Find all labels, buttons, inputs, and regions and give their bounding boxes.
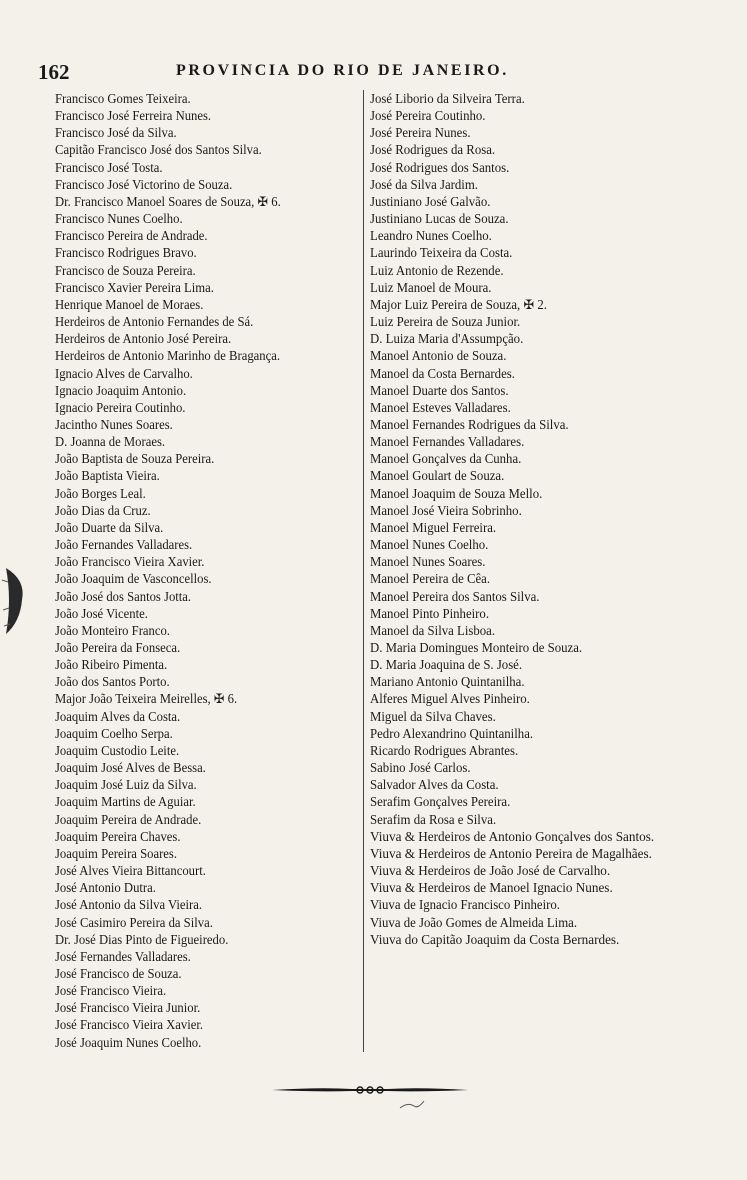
- list-item: Francisco José Tosta.: [55, 159, 163, 175]
- list-item: Viuva de João Gomes de Almeida Lima.: [370, 914, 578, 930]
- list-item: Luiz Manoel de Moura.: [370, 279, 492, 295]
- list-item: Justiniano José Galvão.: [370, 193, 491, 209]
- column-divider: [363, 90, 364, 1052]
- list-item: Manoel Fernandes Valladares.: [370, 434, 525, 450]
- list-item: Ignacio Alves de Carvalho.: [55, 365, 193, 381]
- list-item: Luiz Pereira de Souza Junior.: [370, 314, 521, 330]
- list-item: José Pereira Nunes.: [370, 125, 471, 141]
- list-item: Francisco Nunes Coelho.: [55, 211, 183, 227]
- list-item: D. Joanna de Moraes.: [55, 434, 166, 450]
- list-item: Joaquim Coelho Serpa.: [55, 725, 173, 741]
- list-item: Salvador Alves da Costa.: [370, 777, 499, 793]
- list-item: Francisco Gomes Teixeira.: [55, 91, 191, 106]
- list-item: José Joaquim Nunes Coelho.: [55, 1034, 202, 1050]
- list-item: Francisco José Ferreira Nunes.: [55, 108, 212, 124]
- list-item: Joaquim José Luiz da Silva.: [55, 777, 197, 793]
- list-item: João Monteiro Franco.: [55, 622, 170, 638]
- list-item: José Alves Vieira Bittancourt.: [55, 863, 206, 879]
- list-item: Manoel Pinto Pinheiro.: [370, 605, 490, 621]
- list-item: Manoel Pereira dos Santos Silva.: [370, 588, 540, 604]
- list-item: José Rodrigues dos Santos.: [370, 159, 510, 175]
- list-item: João Duarte da Silva.: [55, 519, 164, 535]
- list-item: José Casimiro Pereira da Silva.: [55, 914, 213, 930]
- list-item: Serafim Gonçalves Pereira.: [370, 794, 511, 810]
- list-item: Luiz Antonio de Rezende.: [370, 262, 504, 278]
- list-item: Ignacio Joaquim Antonio.: [55, 382, 187, 398]
- list-item: Viuva do Capitão Joaquim da Costa Bernardes.: [370, 931, 620, 947]
- list-item: Laurindo Teixeira da Costa.: [370, 245, 513, 261]
- list-item: Joaquim Pereira Chaves.: [55, 828, 181, 844]
- list-item: Manoel Miguel Ferreira.: [370, 519, 497, 535]
- list-item: Justiniano Lucas de Souza.: [370, 211, 509, 227]
- list-item: Miguel da Silva Chaves.: [370, 708, 496, 724]
- list-item: Manoel Nunes Soares.: [370, 554, 486, 570]
- list-item: João Francisco Vieira Xavier.: [55, 554, 205, 570]
- page-header: [0, 60, 747, 86]
- list-item: Viuva & Herdeiros de Manoel Ignacio Nunes.: [370, 880, 613, 896]
- list-item: Francisco José Victorino de Souza.: [55, 176, 233, 192]
- list-item: Henrique Manoel de Moraes.: [55, 296, 204, 312]
- list-item: José Antonio da Silva Vieira.: [55, 897, 203, 913]
- list-item: José Francisco Vieira Xavier.: [55, 1017, 204, 1033]
- list-item: Major Luiz Pereira de Souza, ✠ 2.: [370, 296, 547, 312]
- list-item: Viuva & Herdeiros de Antonio Pereira de Magalhães.: [370, 845, 652, 861]
- list-item: Manoel Antonio de Souza.: [370, 348, 507, 364]
- list-item: João Ribeiro Pimenta.: [55, 657, 168, 673]
- list-item: Manoel Esteves Valladares.: [370, 399, 511, 415]
- list-item: Serafim da Rosa e Silva.: [370, 811, 497, 827]
- list-item: Dr. José Dias Pinto de Figueiredo.: [55, 931, 229, 947]
- list-item: João Dias da Cruz.: [55, 502, 151, 518]
- list-item: Alferes Miguel Alves Pinheiro.: [370, 691, 530, 707]
- list-item: Sabino José Carlos.: [370, 760, 471, 776]
- list-item: Herdeiros de Antonio Fernandes de Sá.: [55, 314, 254, 330]
- ornament-rule: [270, 1080, 470, 1100]
- list-item: Manoel José Vieira Sobrinho.: [370, 502, 522, 518]
- list-item: Joaquim Alves da Costa.: [55, 708, 181, 724]
- left-column: [55, 90, 360, 1051]
- list-item: José Antonio Dutra.: [55, 880, 156, 896]
- list-item: João Joaquim de Vasconcellos.: [55, 571, 212, 587]
- list-item: João José Vicente.: [55, 605, 148, 621]
- list-item: Manoel Duarte dos Santos.: [370, 382, 509, 398]
- list-item: João Pereira da Fonseca.: [55, 640, 181, 655]
- list-item: Manoel Pereira de Cêa.: [370, 571, 491, 587]
- list-item: João dos Santos Porto.: [55, 674, 170, 690]
- list-item: José Rodrigues da Rosa.: [370, 142, 496, 158]
- list-item: Manoel da Costa Bernardes.: [370, 365, 515, 381]
- ink-mark: [398, 1098, 426, 1112]
- list-item: D. Maria Domingues Monteiro de Souza.: [370, 640, 583, 655]
- list-item: Manoel Joaquim de Souza Mello.: [370, 485, 543, 501]
- list-item: Viuva & Herdeiros de João José de Carvalho.: [370, 863, 611, 879]
- right-column: [370, 90, 700, 948]
- bleed-through-mark: [0, 560, 30, 640]
- list-item: Manoel Nunes Coelho.: [370, 537, 489, 553]
- list-item: Manoel Gonçalves da Cunha.: [370, 451, 522, 467]
- page-title: PROVINCIA DO RIO DE JANEIRO.: [176, 62, 509, 79]
- list-item: José Francisco Vieira Junior.: [55, 1000, 201, 1016]
- list-item: Ignacio Pereira Coutinho.: [55, 399, 186, 415]
- list-item: Herdeiros de Antonio Marinho de Bragança.: [55, 348, 280, 364]
- list-item: João Baptista de Souza Pereira.: [55, 451, 215, 467]
- list-item: Francisco Rodrigues Bravo.: [55, 245, 197, 261]
- list-item: João Borges Leal.: [55, 485, 146, 501]
- list-item: D. Luiza Maria d'Assumpção.: [370, 331, 524, 347]
- list-item: José Francisco de Souza.: [55, 965, 182, 981]
- list-item: Francisco Pereira de Andrade.: [55, 228, 208, 244]
- list-item: João Baptista Vieira.: [55, 468, 160, 484]
- list-item: Joaquim José Alves de Bessa.: [55, 760, 206, 776]
- list-item: Joaquim Custodio Leite.: [55, 742, 180, 758]
- list-item: Major João Teixeira Meirelles, ✠ 6.: [55, 691, 238, 707]
- list-item: Francisco José da Silva.: [55, 125, 177, 141]
- list-item: Manoel da Silva Lisboa.: [370, 622, 496, 638]
- list-item: Viuva & Herdeiros de Antonio Gonçalves dos Santos.: [370, 828, 655, 844]
- list-item: Joaquim Pereira de Andrade.: [55, 811, 202, 827]
- list-item: Capitão Francisco José dos Santos Silva.: [55, 142, 262, 158]
- page-number: 162: [38, 60, 70, 84]
- list-item: Pedro Alexandrino Quintanilha.: [370, 725, 534, 741]
- list-item: João José dos Santos Jotta.: [55, 588, 192, 604]
- list-item: Herdeiros de Antonio José Pereira.: [55, 331, 232, 347]
- list-item: José Fernandes Valladares.: [55, 948, 191, 964]
- list-item: Ricardo Rodrigues Abrantes.: [370, 742, 519, 758]
- list-item: Mariano Antonio Quintanilha.: [370, 674, 525, 690]
- list-item: Joaquim Martins de Aguiar.: [55, 794, 196, 810]
- list-item: Manoel Fernandes Rodrigues da Silva.: [370, 416, 569, 432]
- list-item: Joaquim Pereira Soares.: [55, 845, 177, 861]
- list-item: José Liborio da Silveira Terra.: [370, 91, 525, 106]
- list-item: Manoel Goulart de Souza.: [370, 468, 505, 484]
- list-item: D. Maria Joaquina de S. José.: [370, 657, 523, 673]
- list-item: Leandro Nunes Coelho.: [370, 228, 492, 244]
- list-item: Jacintho Nunes Soares.: [55, 416, 173, 432]
- list-item: José da Silva Jardim.: [370, 176, 479, 192]
- list-item: Viuva de Ignacio Francisco Pinheiro.: [370, 897, 560, 913]
- list-item: Dr. Francisco Manoel Soares de Souza, ✠ 6.: [55, 193, 281, 209]
- list-item: Francisco de Souza Pereira.: [55, 262, 196, 278]
- list-item: João Fernandes Valladares.: [55, 537, 193, 553]
- list-item: Francisco Xavier Pereira Lima.: [55, 279, 214, 295]
- list-item: José Pereira Coutinho.: [370, 108, 486, 124]
- list-item: José Francisco Vieira.: [55, 983, 167, 999]
